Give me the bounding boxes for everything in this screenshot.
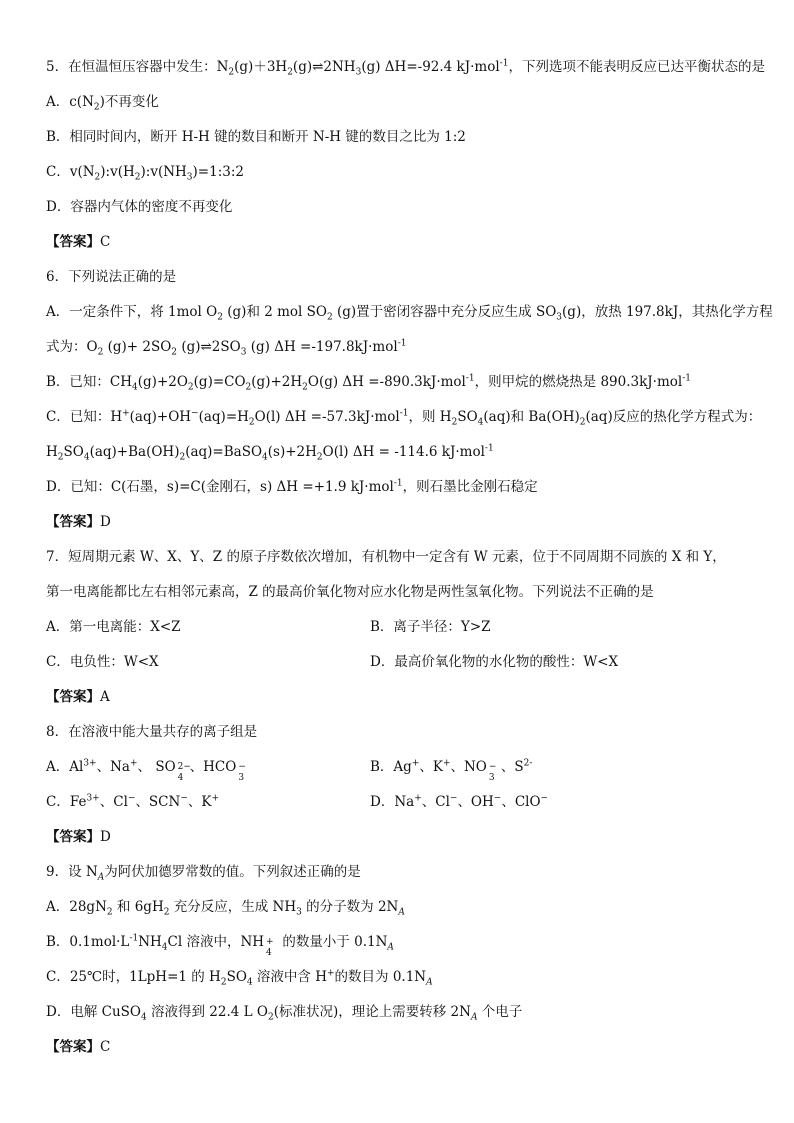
question-7-answer: 【答案】A bbox=[46, 689, 110, 705]
question-9-option-c: C．25℃时，1LpH=1 的 $H_2SO_4$ 溶液中含 H+的数目为 $0.1N_A$ bbox=[46, 968, 433, 988]
question-7-option-c: C．电负性：W<X bbox=[46, 654, 159, 670]
question-5-answer: 【答案】C bbox=[46, 234, 111, 250]
question-5-option-d: D．容器内气体的密度不再变化 bbox=[46, 199, 233, 215]
question-8-option-d: D．Na+、Cl−、OH−、ClO− bbox=[370, 793, 549, 810]
question-9-stem: 9．设 $N_A$为阿伏加德罗常数的值。下列叙述正确的是 bbox=[46, 864, 361, 883]
question-8-option-c: C．$Fe^{3+}$、Cl−、SCN−、K+ bbox=[46, 793, 220, 810]
question-6-option-a-line1: A．一定条件下，将 1mol $O_2$ (g)和 2 mol $SO_2$ (g)置于密闭容器中充分反应生成 $SO_3(g)$，放热 197.8kJ，其热化学方程 bbox=[46, 304, 773, 323]
question-5-option-b: B．相同时间内，断开 H-H 键的数目和断开 N-H 键的数目之比为 1:2 bbox=[46, 129, 466, 145]
question-8-answer: 【答案】D bbox=[46, 829, 111, 845]
question-7-option-d: D．最高价氧化物的水化物的酸性：W<X bbox=[370, 654, 619, 670]
question-6-option-c-line1: C．已知：$H^+(aq)+OH^-(aq)=H_2O(l)$ ΔH =-57.3kJ·mol$^{-1}$，则 $H_2SO_4(aq)$和 $Ba(OH)_2(aq)$反应的热化学方程式为： bbox=[46, 408, 762, 428]
question-7-stem-line2: 第一电离能都比左右相邻元素高，Z 的最高价氧化物对应水化物是两性氢氧化物。下列说法不正确的是 bbox=[46, 584, 654, 600]
question-5-option-a: A．$c(N_2)$不再变化 bbox=[46, 94, 159, 113]
question-8-options-cd bbox=[46, 792, 754, 812]
question-7-options-ab bbox=[46, 617, 754, 637]
question-5-stem: 5．在恒温恒压容器中发生：$N_2(g)+3H_2(g)\rightleftharpoons 2NH_3(g)$ ΔH=-92.4 kJ·mol$^{-1}$，下列选项不能表明反应已达平衡状态的是 bbox=[46, 58, 765, 78]
question-8-option-b: B．Ag+、K+、NO − 3 、$S^{2-}$ bbox=[370, 758, 533, 783]
question-7-option-a: A．第一电离能：X<Z bbox=[46, 619, 181, 635]
question-9-answer: 【答案】C bbox=[46, 1039, 111, 1055]
question-7-stem-line1: 7．短周期元素 W、X、Y、Z 的原子序数依次增加，有机物中一定含有 W 元素，位于不同周期不同族的 X 和 Y， bbox=[46, 549, 726, 565]
question-8-option-a: A．$Al^{3+}$、Na+、 SO 2− 4 、HCO − 3 bbox=[46, 758, 246, 783]
question-8-stem: 8．在溶液中能大量共存的离子组是 bbox=[46, 724, 258, 740]
question-6-option-a-line2: 式为：$O_2$ $(g)+ 2SO_2$ $(g)\rightleftharpoons 2SO_3$ (g) ΔH =-197.8kJ·mol$^{-1}$ bbox=[46, 338, 407, 358]
question-6-stem: 6．下列说法正确的是 bbox=[46, 269, 177, 285]
question-8-options-ab bbox=[46, 757, 754, 783]
question-6-option-d: D．已知：C(石墨，s)=C(金刚石，s) ΔH =+1.9 kJ·mol$^{-1}$，则石墨比金刚石稳定 bbox=[46, 478, 538, 495]
question-9-option-a: A．$28gN_2$ 和 $6gH_2$ 充分反应，生成 $NH_3$ 的分子数为 $2N_A$ bbox=[46, 899, 405, 918]
question-6-answer: 【答案】D bbox=[46, 514, 111, 530]
question-5-option-c: C．$v(N_2):v(H_2):v(NH_3)=1:3:2$ bbox=[46, 164, 244, 183]
question-7-option-b: B．离子半径：Y>Z bbox=[370, 619, 491, 635]
question-6-option-b: B．已知：$CH_4(g)+2O_2(g)=CO_2(g)+2H_2O(g)$ ΔH =-890.3kJ·mol$^{-1}$，则甲烷的燃烧热是 890.3kJ·mol$^{-1}$ bbox=[46, 373, 692, 393]
question-9-option-d: D．电解 CuSO$_4$ 溶液得到 22.4 L $O_2$(标准状况)，理论上需要转移 $2N_A$ 个电子 bbox=[46, 1004, 523, 1023]
question-9-option-b: B．$0.1mol\cdot L^{-1}NH_4Cl$ 溶液中，NH + 4 的数量小于 $0.1N_A$ bbox=[46, 933, 394, 958]
question-7-options-cd bbox=[46, 652, 754, 672]
question-6-option-c-line2: $H_2SO_4(aq)+Ba(OH)_2(aq)=BaSO_4(s)+2H_2O(l) \Delta H = -114.6$ kJ·mol$^{-1}$ bbox=[46, 443, 494, 463]
